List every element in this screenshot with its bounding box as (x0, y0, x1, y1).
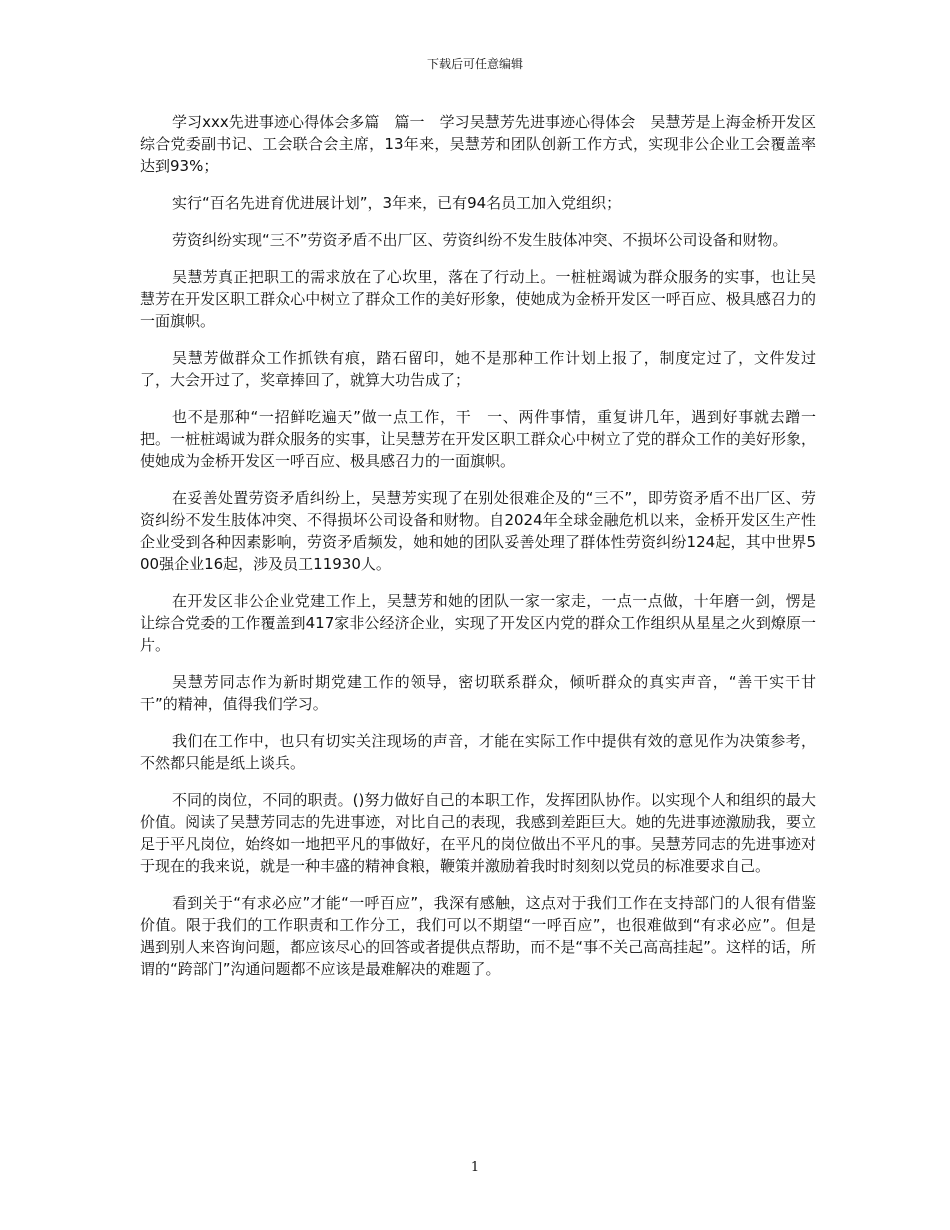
paragraph-7: 在妥善处置劳资矛盾纠纷上，吴慧芳实现了在别处很难企及的“三不”，即劳资矛盾不出厂区、劳资纠纷不发生肢体冲突、不得损坏公司设备和财物。自2024年全球金融危机以来，金桥开发区生产性企业受到各种因素影响，劳资矛盾频发，她和她的团队妥善处理了群体性劳资纠纷124起，其中世界500强企业16起，涉及员工11930人。 (140, 489, 816, 573)
document-body (140, 111, 816, 995)
paragraph-2: 实行“百名先进育优进展计划”，3年来，已有94名员工加入党组织； (172, 194, 622, 212)
paragraph-8: 在开发区非公企业党建工作上，吴慧芳和她的团队一家一家走，一点一点做，十年磨一剑，愣是让综合党委的工作覆盖到417家非公经济企业，实现了开发区内党的群众工作组织从星星之火到燎原一片。 (140, 592, 816, 654)
paragraph-10: 我们在工作中，也只有切实关注现场的声音，才能在实际工作中提供有效的意见作为决策参考，不然都只能是纸上谈兵。 (140, 732, 816, 772)
paragraph-6: 也不是那种“一招鲜吃遍天”做一点工作，干 一、两件事情，重复讲几年，遇到好事就去蹭一把。一桩桩竭诚为群众服务的实事，让吴慧芳在开发区职工群众心中树立了党的群众工作的美好形象，使她成为金桥开发区一呼百应、极具感召力的一面旗帜。 (140, 408, 816, 470)
page-number: 1 (470, 1160, 480, 1175)
paragraph-4: 吴慧芳真正把职工的需求放在了心坎里，落在了行动上。一桩桩竭诚为群众服务的实事，也让吴慧芳在开发区职工群众心中树立了群众工作的美好形象，使她成为金桥开发区一呼百应、极具感召力的一面旗帜。 (140, 268, 816, 330)
paragraph-11: 不同的岗位，不同的职责。()努力做好自己的本职工作，发挥团队协作。以实现个人和组织的最大价值。阅读了吴慧芳同志的先进事迹，对比自己的表现，我感到差距巨大。她的先进事迹激励我，要立足于平凡岗位，始终如一地把平凡的事做好，在平凡的岗位做出不平凡的事。吴慧芳同志的先进事迹对于现在的我来说，就是一种丰盛的精神食粮，鞭策并激励着我时时刻刻以党员的标准要求自己。 (140, 791, 816, 875)
paragraph-12: 看到关于“有求必应”才能“一呼百应”，我深有感触，这点对于我们工作在支持部门的人很有借鉴价值。限于我们的工作职责和工作分工，我们可以不期望“一呼百应”，也很难做到“有求必应”。但是遇到别人来咨询问题，都应该尽心的回答或者提供点帮助，而不是“事不关己高高挂起”。这样的话，所谓的“跨部门”沟通问题都不应该是最难解决的难题了。 (140, 894, 816, 978)
paragraph-9: 吴慧芳同志作为新时期党建工作的领导，密切联系群众，倾听群众的真实声音，“善干实干甘干”的精神，值得我们学习。 (140, 673, 816, 713)
paragraph-3: 劳资纠纷实现“三不”劳资矛盾不出厂区、劳资纠纷不发生肢体冲突、不损坏公司设备和财物。 (172, 231, 788, 249)
paragraph-1: 学习xxx先进事迹心得体会多篇 篇一 学习吴慧芳先进事迹心得体会 吴慧芳是上海金桥开发区综合党委副书记、工会联合会主席，13年来，吴慧芳和团队创新工作方式，实现非公企业工会覆盖率达到93%； (140, 113, 816, 175)
paragraph-5: 吴慧芳做群众工作抓铁有痕，踏石留印，她不是那种工作计划上报了，制度定过了，文件发过了，大会开过了，奖章捧回了，就算大功告成了； (140, 349, 816, 389)
page-header: 下载后可任意编辑 (426, 57, 523, 71)
